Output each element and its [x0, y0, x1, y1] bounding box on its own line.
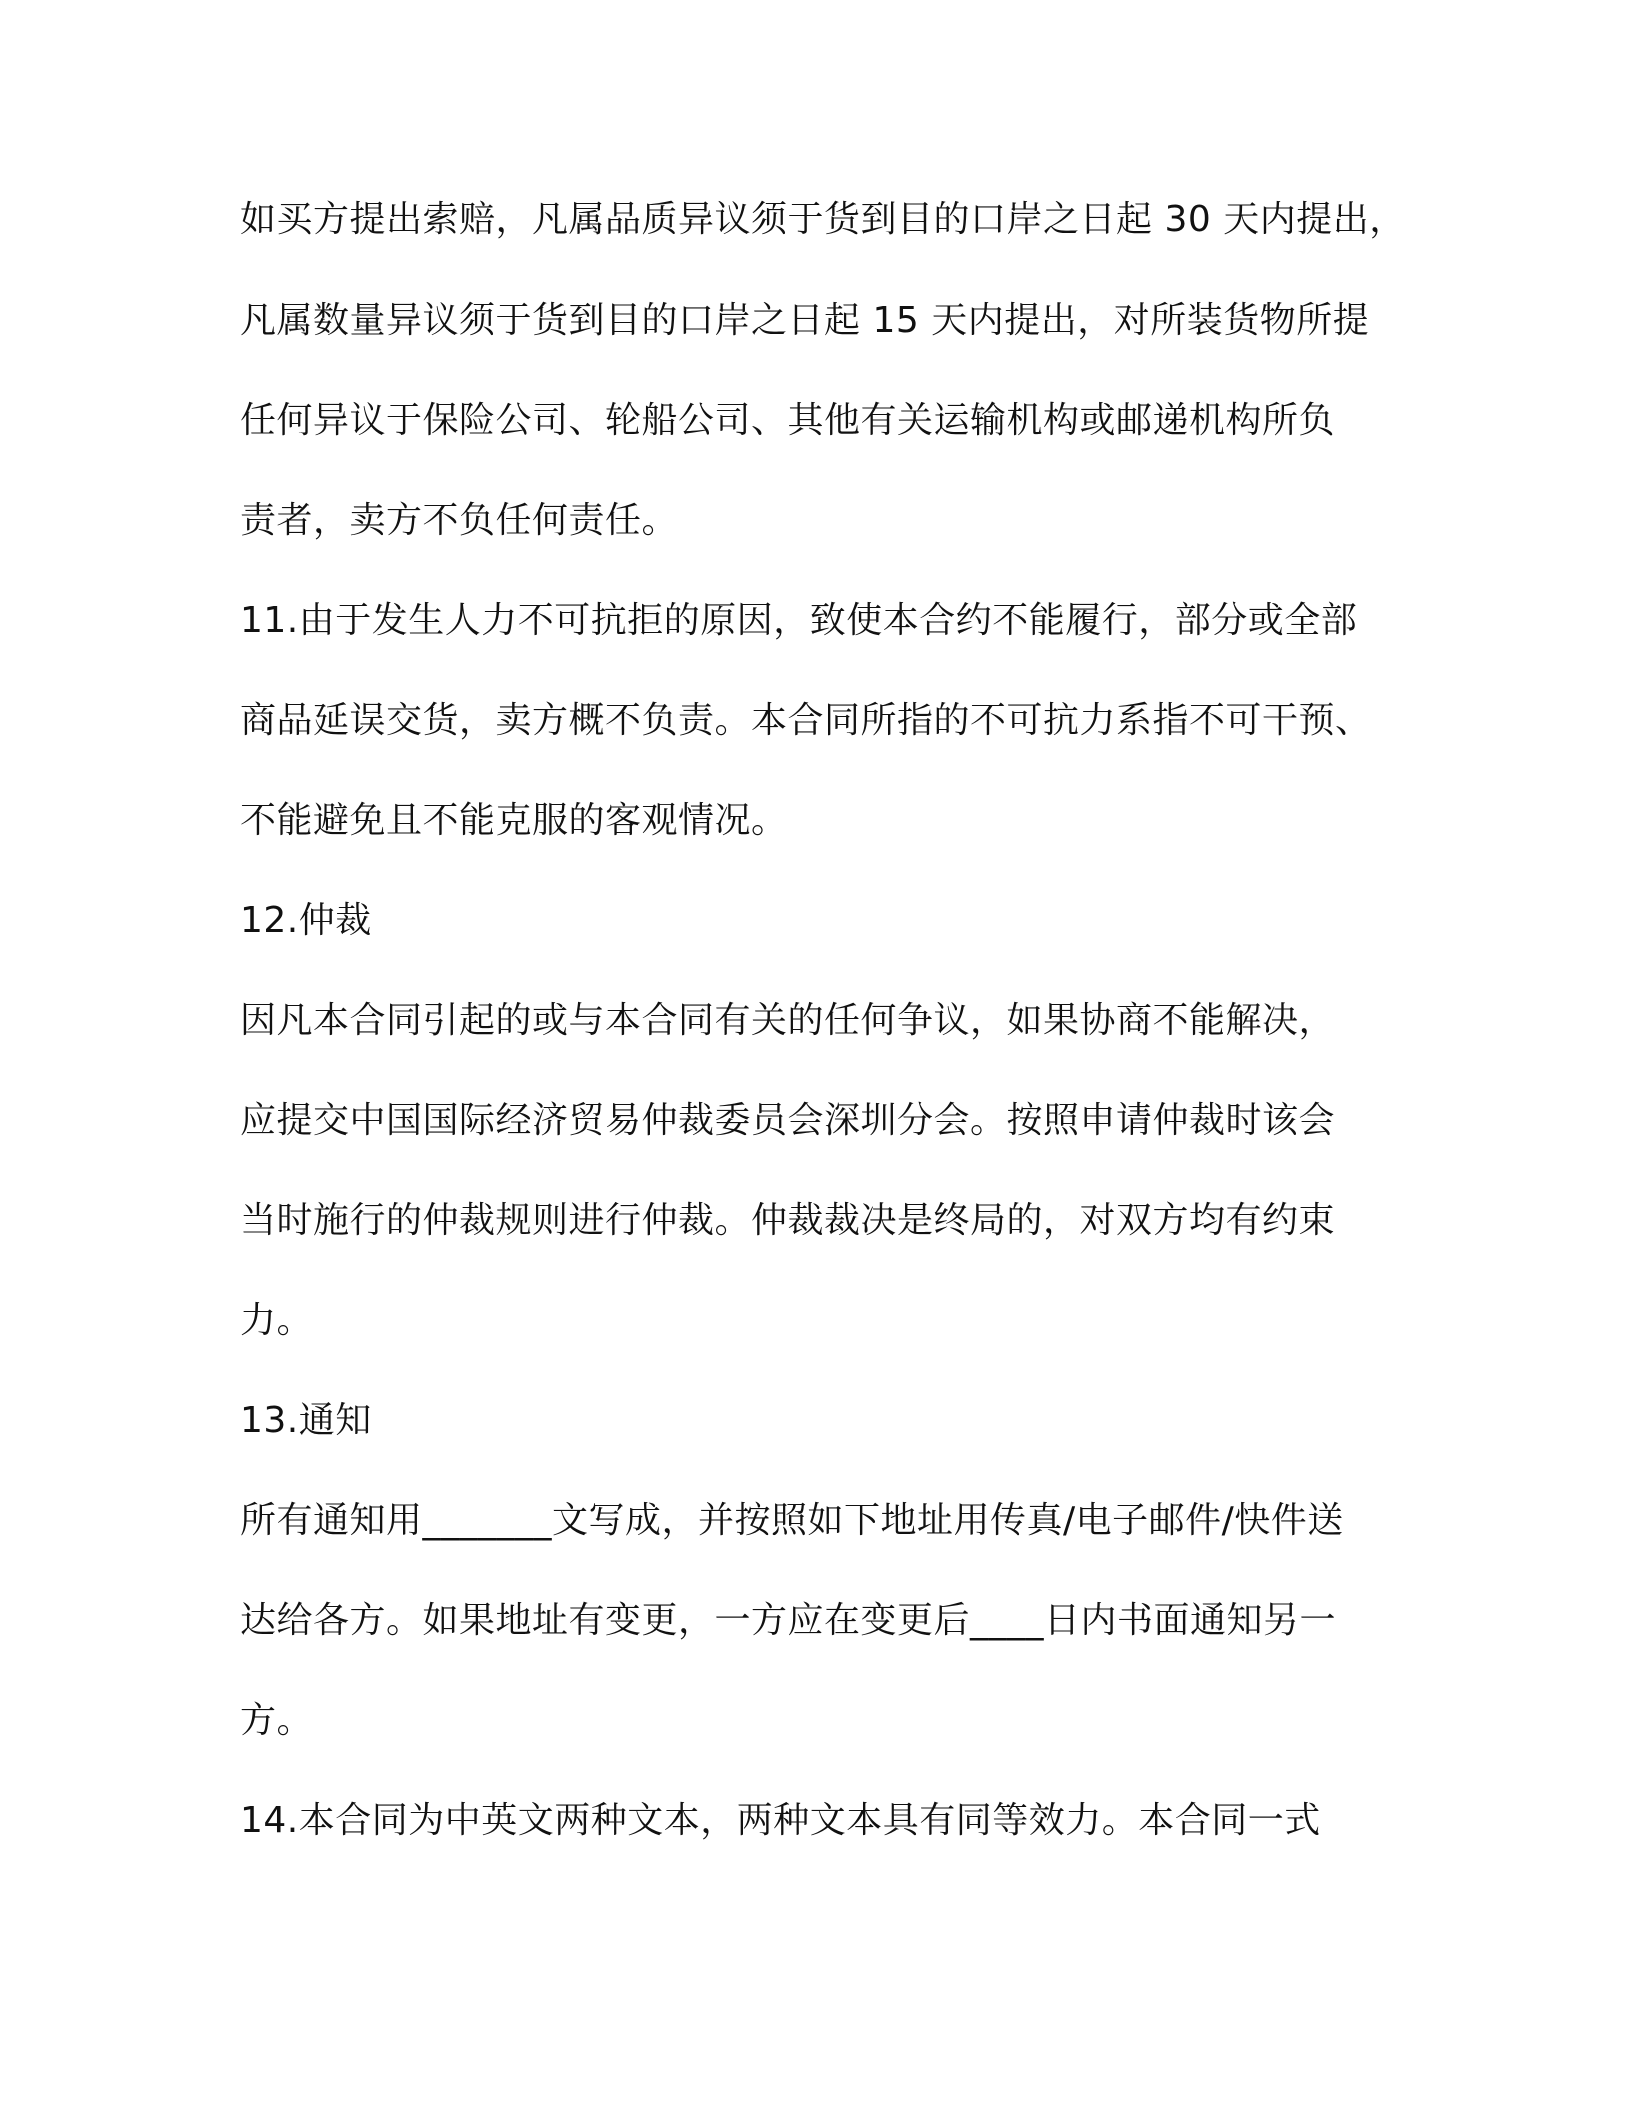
clause-13-line-1: 所有通知用_______文写成，并按照如下地址用传真/电子邮件/快件送: [240, 1500, 1344, 1541]
clause-13-line-2: 达给各方。如果地址有变更，一方应在变更后____日内书面通知另一: [240, 1600, 1337, 1641]
clause-13-heading: 13.通知: [240, 1400, 372, 1441]
clause-12-line-3: 当时施行的仲裁规则进行仲裁。仲裁裁决是终局的，对双方均有约束: [240, 1200, 1336, 1241]
clause-11-line-1: 11.由于发生人力不可抗拒的原因，致使本合约不能履行，部分或全部: [240, 600, 1358, 641]
clause-11-line-3: 不能避免且不能克服的客观情况。: [240, 800, 788, 841]
paragraph-line-claims-4: 责者，卖方不负任何责任。: [240, 500, 679, 541]
clause-12-line-4: 力。: [240, 1300, 314, 1341]
paragraph-line-claims-1: 如买方提出索赔，凡属品质异议须于货到目的口岸之日起 30 天内提出，: [240, 199, 1406, 240]
paragraph-line-claims-2: 凡属数量异议须于货到目的口岸之日起 15 天内提出，对所装货物所提: [240, 300, 1370, 341]
clause-11-line-2: 商品延误交货，卖方概不负责。本合同所指的不可抗力系指不可干预、: [240, 700, 1372, 741]
clause-12-heading: 12.仲裁: [240, 900, 372, 941]
paragraph-line-claims-3: 任何异议于保险公司、轮船公司、其他有关运输机构或邮递机构所负: [240, 400, 1336, 441]
clause-12-line-1: 因凡本合同引起的或与本合同有关的任何争议，如果协商不能解决，: [240, 1000, 1336, 1041]
clause-12-line-2: 应提交中国国际经济贸易仲裁委员会深圳分会。按照申请仲裁时该会: [240, 1100, 1336, 1141]
clause-14-line-1: 14.本合同为中英文两种文本，两种文本具有同等效力。本合同一式: [240, 1800, 1321, 1841]
clause-13-line-3: 方。: [240, 1700, 314, 1741]
